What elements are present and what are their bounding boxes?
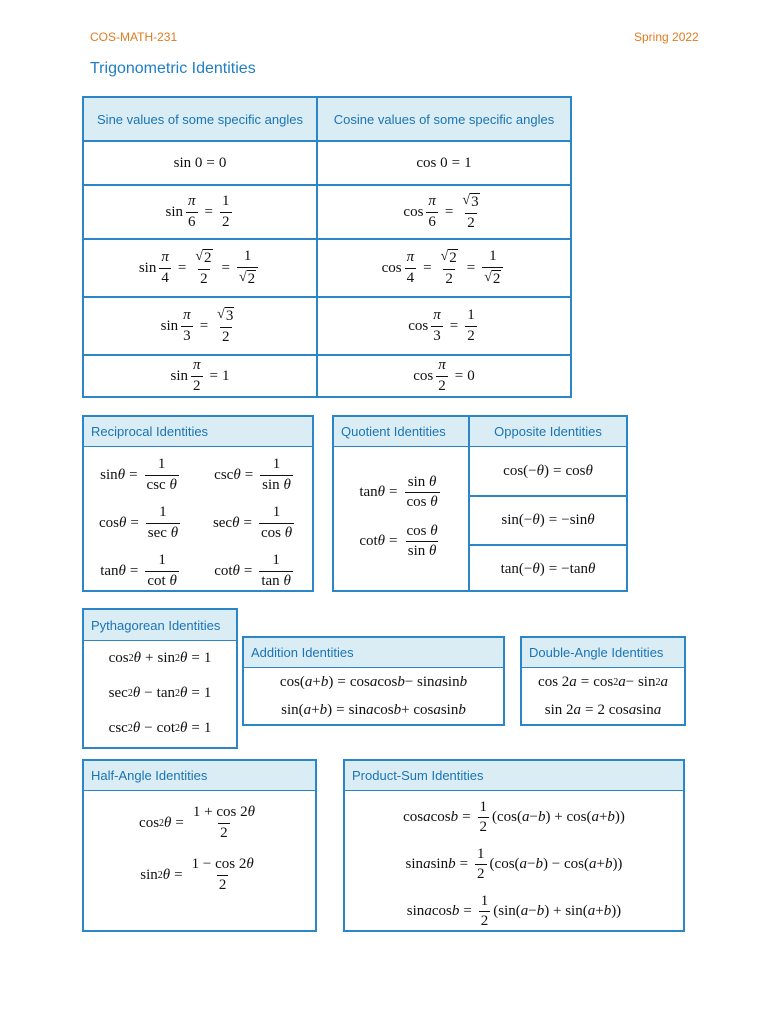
sin-opposite: sin(− θ ) = −sin θ	[470, 497, 626, 546]
sin-sin-product: sin a sin b = $\frac{1}{2}$ (cos( a − b ) − cos( a + b ))	[405, 845, 623, 882]
cos-opposite: cos(− θ ) = cos θ	[470, 447, 626, 497]
sin-cos-product: sin a cos b = $\frac{1}{2}$ (sin( a − b ) + sin( a + b ))	[406, 892, 622, 929]
reciprocal-identities-header: Reciprocal Identities	[84, 417, 312, 447]
cot-reciprocal: cot θ = $\frac{1}{\text{tan θ}}$	[214, 552, 291, 589]
pythagorean-1: cos 2 θ + sin 2 θ = 1	[108, 650, 212, 666]
course-code: COS-MATH-231	[90, 30, 178, 44]
reciprocal-identities-box	[82, 415, 314, 592]
pythagorean-identities-header: Pythagorean Identities	[84, 610, 236, 641]
sin-half-angle: sin 2 θ = $\frac{1 - \cos 2\theta}{2}$	[140, 856, 254, 893]
double-angle-identities-header: Double-Angle Identities	[522, 638, 684, 668]
cosine-pi-6: cos $\frac{\pi}{6}$ = √ 3 2	[317, 185, 571, 239]
sine-column-header: Sine values of some specific angles	[83, 97, 317, 141]
cosine-pi-2: cos $\frac{\pi}{2}$ = 0	[317, 355, 571, 397]
pythagorean-3: csc 2 θ − cot 2 θ = 1	[108, 720, 212, 736]
addition-identities-box	[242, 636, 505, 726]
double-angle-identities-box	[520, 636, 686, 726]
sine-pi-2: sin $\frac{\pi}{2}$ = 1	[83, 355, 317, 397]
tan-reciprocal: tan θ = $\frac{1}{\text{cot θ}}$	[100, 552, 177, 589]
sine-pi-6: sin $\frac{\pi}{6}$ = $\frac{1}{2}$	[83, 185, 317, 239]
tan-opposite: tan(− θ ) = −tan θ	[500, 560, 596, 577]
cos-reciprocal: cos θ = $\frac{1}{\text{sec θ}}$	[98, 504, 179, 541]
opposite-identities-header: Opposite Identities	[470, 417, 626, 447]
cos-half-angle: cos 2 θ = $\frac{1 + \cos 2\theta}{2}$	[139, 804, 255, 841]
cos-double-angle: cos 2 a = cos 2 a − sin 2 a	[538, 673, 668, 690]
cosine-0: cos 0 = 1	[317, 141, 571, 185]
tan-quotient: tan θ = $\frac{\text{sin θ}}{\text{cos θ}}$	[359, 473, 438, 510]
quotient-identities-header: Quotient Identities	[334, 417, 468, 447]
product-sum-identities-header: Product-Sum Identities	[345, 761, 683, 791]
sec-reciprocal: sec θ = $\frac{1}{\text{cos θ}}$	[212, 504, 293, 541]
sin-reciprocal: sin θ = $\frac{1}{\text{csc θ}}$	[100, 456, 177, 493]
cot-quotient: cot θ = $\frac{\text{cos θ}}{\text{sin θ}}$	[359, 523, 438, 560]
sine-pi-4: sin $\frac{\pi}{4}$ = √ 2 2 = 1 √ 2	[83, 239, 317, 297]
sine-0: sin 0 = 0	[83, 141, 317, 185]
sine-pi-3: sin $\frac{\pi}{3}$ = √ 3 2	[83, 297, 317, 355]
page-title: Trigonometric Identities	[90, 60, 256, 77]
pythagorean-2: sec 2 θ − tan 2 θ = 1	[108, 685, 212, 701]
csc-reciprocal: csc θ = $\frac{1}{\text{sin θ}}$	[214, 456, 291, 493]
half-angle-identities-header: Half-Angle Identities	[84, 761, 315, 791]
sin-double-angle: sin 2 a = 2 cos a sin a	[544, 701, 662, 718]
half-angle-identities-box	[82, 759, 317, 932]
cosine-column-header: Cosine values of some specific angles	[317, 97, 571, 141]
specific-angles-table	[82, 96, 572, 398]
sin-addition: sin( a + b ) = sin a cos b + cos a sin b	[281, 701, 466, 718]
cos-cos-product: cos a cos b = $\frac{1}{2}$ (cos( a − b ) + cos( a + b ))	[403, 798, 625, 835]
product-sum-identities-box	[343, 759, 685, 932]
pythagorean-identities-box	[82, 608, 238, 749]
cosine-pi-4: cos $\frac{\pi}{4}$ = √ 2 2 = 1 √ 2	[317, 239, 571, 297]
term: Spring 2022	[634, 30, 699, 44]
cosine-pi-3: cos $\frac{\pi}{3}$ = $\frac{1}{2}$	[317, 297, 571, 355]
quotient-identities-box	[332, 415, 470, 592]
addition-identities-header: Addition Identities	[244, 638, 503, 668]
opposite-identities-box	[468, 415, 628, 592]
cos-addition: cos( a + b ) = cos a cos b − sin a sin b	[279, 673, 468, 690]
